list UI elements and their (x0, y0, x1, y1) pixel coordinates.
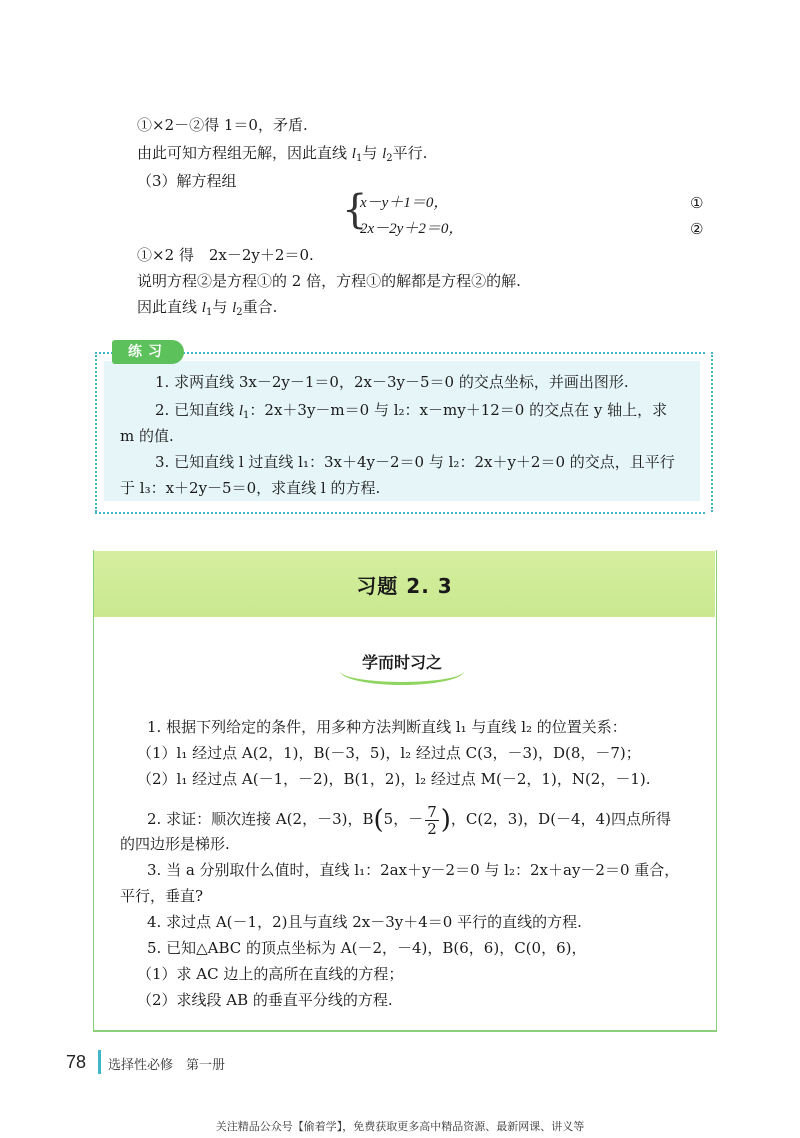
equation-1: x－y＋1＝0， (360, 195, 449, 211)
exercise-q3: 3. 已知直线 l 过直线 l₁：3x＋4y－2＝0 与 l₂：2x＋y＋2＝0 的交点，且平行 (155, 453, 675, 471)
problem-1a: （1）l₁ 经过点 A(2，1)，B(－3，5)，l₂ 经过点 C(3，－3)，D(8，－7)； (137, 744, 641, 762)
solution-line-1: ①×2－②得 1＝0，矛盾. (137, 116, 308, 134)
exercise-tab: 练习 (112, 340, 184, 364)
problem-5a: （1）求 AC 边上的高所在直线的方程； (137, 965, 404, 983)
solution-line-3: （3）解方程组 (137, 172, 237, 190)
solution-line-5: 说明方程②是方程①的 2 倍，方程①的解都是方程②的解. (137, 272, 521, 290)
problem-2: 2. 求证：顺次连接 A(2，－3)，B(5，－ $\frac{7}{2}$ )，C(2，3)，D(－4，4)四点所得 (147, 802, 671, 838)
problem-5b: （2）求线段 AB 的垂直平分线的方程. (137, 991, 393, 1009)
book-title: 选择性必修 第一册 (108, 1058, 226, 1073)
problem-2-cont: 的四边形是梯形. (120, 835, 230, 853)
problem-1b: （2）l₁ 经过点 A(－1，－2)，B(1，2)，l₂ 经过点 M(－2，1)，N(2，－1). (137, 770, 651, 788)
equation-mark-2: ② (690, 220, 704, 238)
exercise-q2-cont: m 的值. (120, 427, 174, 445)
bottom-promo-note: 关注精品公众号【偷着学】，免费获取更多高中精品资源、最新网课、讲义等 (215, 1120, 585, 1133)
problem-set-frame (93, 550, 717, 1032)
problem-4: 4. 求过点 A(－1，2)且与直线 2x－3y＋4＝0 平行的直线的方程. (147, 913, 582, 931)
exercise-border-right (711, 352, 713, 512)
fraction-seven-halves: $\frac{7}{2}$ (427, 802, 437, 838)
equation-mark-1: ① (690, 194, 704, 212)
page-number: 78 (66, 1052, 87, 1072)
solution-line-4: ①×2 得 2x－2y＋2＝0. (137, 246, 314, 264)
exercise-q3-cont: 于 l₃：x＋2y－5＝0，求直线 l 的方程. (120, 479, 381, 497)
solution-line-2: 由此可知方程组无解，因此直线 $l_1$与 $l_2$平行. (137, 144, 428, 164)
exercise-border-left (95, 352, 97, 512)
problem-1: 1. 根据下列给定的条件，用多种方法判断直线 l₁ 与直线 l₂ 的位置关系： (147, 718, 627, 736)
problem-3-cont: 平行，垂直? (120, 887, 204, 905)
solution-line-6: 因此直线 $l_1$与 $l_2$重合. (137, 298, 278, 318)
section-subtitle: 学而时习之 (361, 653, 442, 672)
page-number-bar (98, 1050, 101, 1074)
problem-5: 5. 已知△ABC 的顶点坐标为 A(－2，－4)，B(6，6)，C(0，6)， (147, 939, 587, 957)
equation-2: 2x－2y＋2＝0， (360, 221, 464, 237)
problem-3: 3. 当 a 分别取什么值时，直线 l₁：2ax＋y－2＝0 与 l₂：2x＋ay－2＝0 重合， (147, 861, 680, 879)
equation-brace: { (342, 187, 368, 233)
problem-set-title: 习题 2. 3 (356, 574, 453, 598)
exercise-q2: 2. 已知直线 $l_1$：2x＋3y－m＝0 与 l₂：x－my＋12＝0 的交点在 y 轴上，求 (155, 401, 668, 421)
exercise-q1: 1. 求两直线 3x－2y－1＝0，2x－3y－5＝0 的交点坐标，并画出图形. (155, 373, 629, 391)
